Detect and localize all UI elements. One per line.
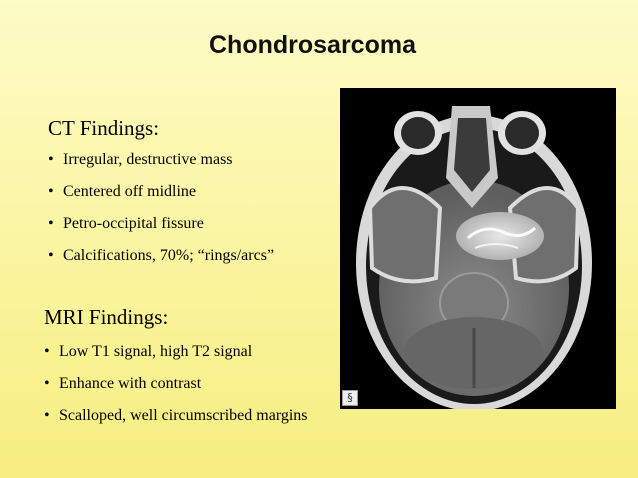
- ct-findings-heading: CT Findings:: [48, 116, 160, 140]
- ct-scan-image: [340, 88, 616, 409]
- slide-title: Chondrosarcoma: [209, 31, 416, 59]
- ct-findings-list: [48, 151, 274, 279]
- mri-bullet: • Enhance with contrast: [44, 375, 308, 407]
- swirl-logo-icon: §: [342, 390, 358, 406]
- mri-findings-list: [44, 343, 308, 439]
- mri-findings-heading: MRI Findings:: [44, 305, 169, 329]
- mri-bullet: • Scalloped, well circumscribed margins: [44, 407, 308, 439]
- ct-bullet: • Calcifications, 70%; “rings/arcs”: [48, 247, 274, 279]
- mri-bullet: • Low T1 signal, high T2 signal: [44, 343, 308, 375]
- brain-scan-illustration: [340, 88, 616, 409]
- ct-bullet: • Petro-occipital fissure: [48, 215, 274, 247]
- ct-bullet: • Centered off midline: [48, 183, 274, 215]
- ct-bullet: • Irregular, destructive mass: [48, 151, 274, 183]
